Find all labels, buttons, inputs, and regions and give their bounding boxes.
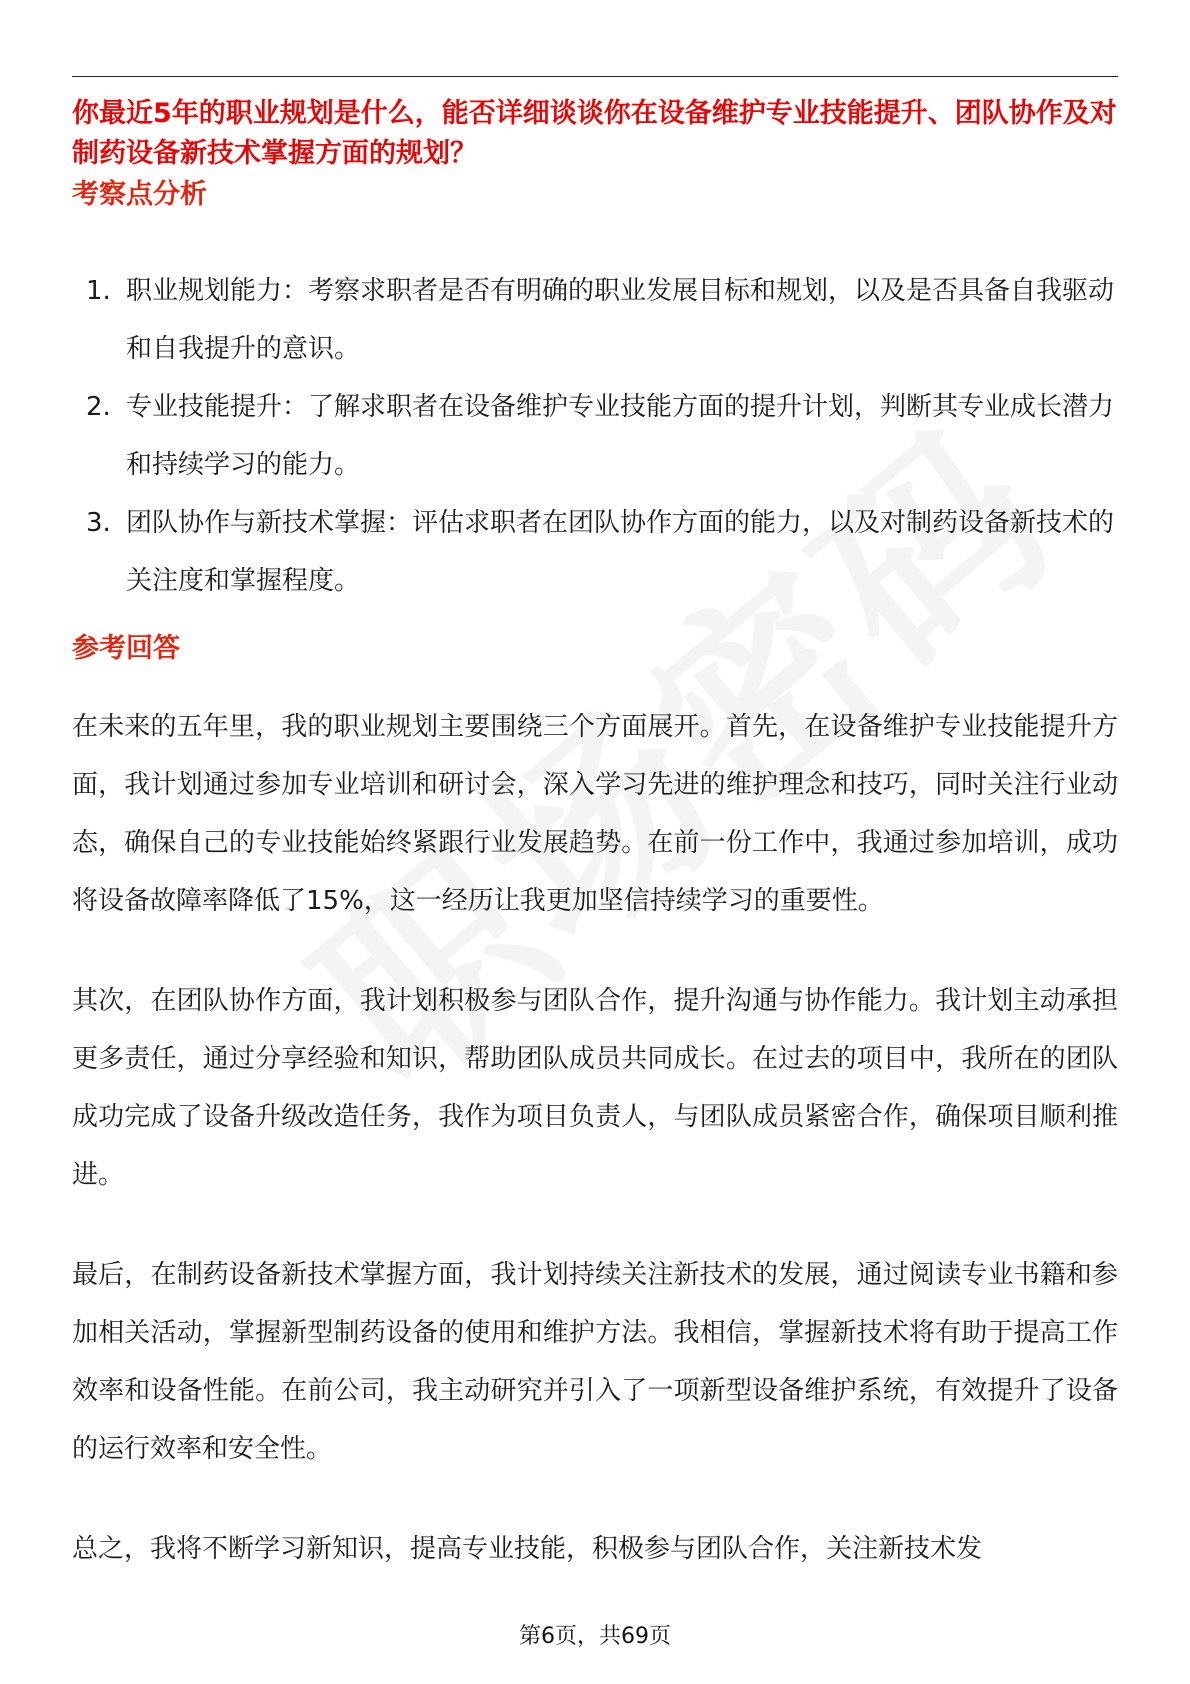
answer-body [72, 698, 1118, 1620]
analysis-item-text: 专业技能提升：了解求职者在设备维护专业技能方面的提升计划，判断其专业成长潜力和持续学习的能力。 [126, 392, 1115, 480]
answer-paragraph: 在未来的五年里，我的职业规划主要围绕三个方面展开。首先，在设备维护专业技能提升方面，我计划通过参加专业培训和研讨会，深入学习先进的维护理念和技巧，同时关注行业动态，确保自己的专业技能始终紧跟行业发展趋势。在前一份工作中，我通过参加培训，成功将设备故障率降低了15%，这一经历让我更加坚信持续学习的重要性。 [72, 712, 1118, 916]
analysis-heading: 考察点分析 [72, 179, 207, 210]
answer-paragraph: 其次，在团队协作方面，我计划积极参与团队合作，提升沟通与协作能力。我计划主动承担更多责任，通过分享经验和知识，帮助团队成员共同成长。在过去的项目中，我所在的团队成功完成了设备升级改造任务，我作为项目负责人，与团队成员紧密合作，确保项目顺利推进。 [72, 986, 1118, 1190]
analysis-item-text: 团队协作与新技术掌握：评估求职者在团队协作方面的能力，以及对制药设备新技术的关注度和掌握程度。 [126, 508, 1115, 596]
answer-paragraph: 最后，在制药设备新技术掌握方面，我计划持续关注新技术的发展，通过阅读专业书籍和参加相关活动，掌握新型制药设备的使用和维护方法。我相信，掌握新技术将有助于提高工作效率和设备性能。在前公司，我主动研究并引入了一项新型设备维护系统，有效提升了设备的运行效率和安全性。 [72, 1260, 1118, 1464]
page-number: 第6页，共69页 [519, 1624, 671, 1649]
analysis-item-number: 2. [86, 392, 111, 422]
analysis-item-text: 职业规划能力：考察求职者是否有明确的职业发展目标和规划，以及是否具备自我驱动和自我提升的意识。 [126, 276, 1115, 364]
interview-question: 你最近5年的职业规划是什么，能否详细谈谈你在设备维护专业技能提升、团队协作及对制药设备新技术掌握方面的规划？ [72, 98, 1117, 169]
analysis-item [72, 378, 1118, 494]
analysis-item-number: 1. [86, 276, 111, 306]
analysis-item-number: 3. [86, 508, 111, 538]
top-divider [72, 76, 1118, 77]
analysis-list [72, 262, 1118, 610]
analysis-item [72, 494, 1118, 610]
answer-heading: 参考回答 [72, 633, 180, 664]
answer-paragraph: 总之，我将不断学习新知识，提高专业技能，积极参与团队合作，关注新技术发 [72, 1534, 983, 1564]
analysis-item [72, 262, 1118, 378]
